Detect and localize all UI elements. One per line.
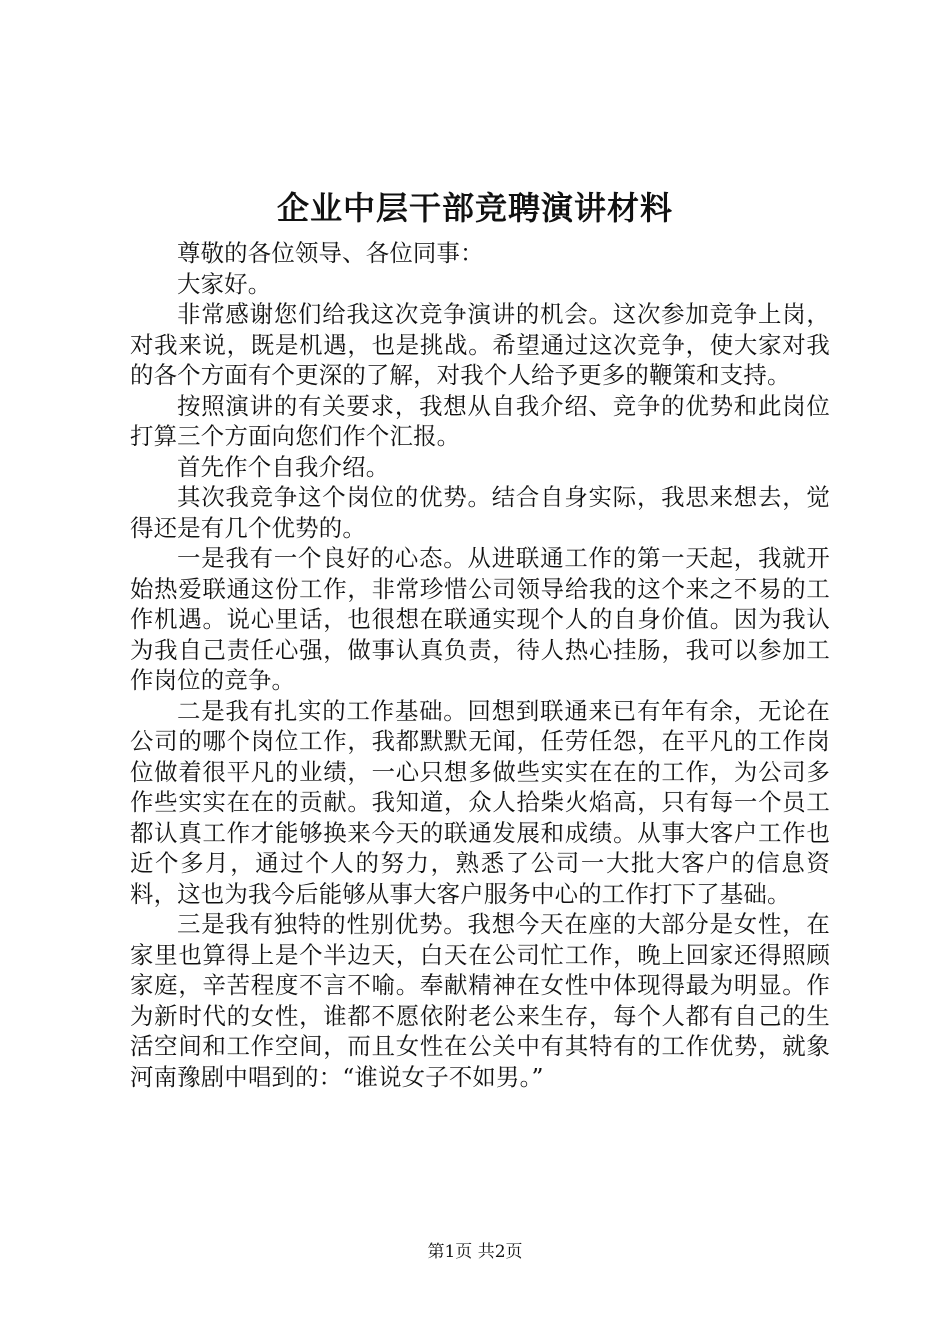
paragraph-advantage-three: 三是我有独特的性别优势。我想今天在座的大部分是女性，在家里也算得上是个半边天，白天在公司忙工作，晚上回家还得照顾家庭，辛苦程度不言不喻。奉献精神在女性中体现得最为明显。作为新时代的女性，谁都不愿依附老公来生存，每个人都有自己的生活空间和工作空间，而且女性在公关中有其特有的工作优势，就象河南豫剧中唱到的：“谁说女子不如男。” [130,910,830,1091]
salutation: 尊敬的各位领导、各位同事： [177,239,484,267]
paragraph-thanks: 非常感谢您们给我这次竞争演讲的机会。这次参加竞争上岗，对我来说，既是机遇，也是挑战。希望通过这次竞争，使大家对我的各个方面有个更深的了解，对我个人给予更多的鞭策和支持。 [130,300,830,389]
paragraph-outline: 按照演讲的有关要求，我想从自我介绍、竞争的优势和此岗位打算三个方面向您们作个汇报。 [130,391,830,450]
paragraph-advantages: 其次我竞争这个岗位的优势。结合自身实际，我思来想去，觉得还是有几个优势的。 [130,483,830,542]
greeting: 大家好。 [177,269,272,298]
paragraph-advantage-two: 二是我有扎实的工作基础。回想到联通来已有年有余，无论在公司的哪个岗位工作，我都默默无闻，任劳任怨，在平凡的工作岗位做着很平凡的业绩，一心只想多做些实实在在的工作，为公司多作些实实在在的贡献。我知道，众人拾柴火焰高，只有每一个员工都认真工作才能够换来今天的联通发展和成绩。从事大客户工作也近个多月，通过个人的努力，熟悉了公司一大批大客户的信息资料，这也为我今后能够从事大客户服务中心的工作打下了基础。 [130,696,830,908]
paragraph-self-intro: 首先作个自我介绍。 [177,452,390,481]
page-number-footer: 第1页 共2页 [427,1242,523,1262]
paragraph-advantage-one: 一是我有一个良好的心态。从进联通工作的第一天起，我就开始热爱联通这份工作，非常珍惜公司领导给我的这个来之不易的工作机遇。说心里话，也很想在联通实现个人的自身价值。因为我认为我自己责任心强，做事认真负责，待人热心挂肠，我可以参加工作岗位的竞争。 [130,544,830,694]
document-body [130,238,830,1092]
document-title: 企业中层干部竞聘演讲材料 [276,189,673,227]
